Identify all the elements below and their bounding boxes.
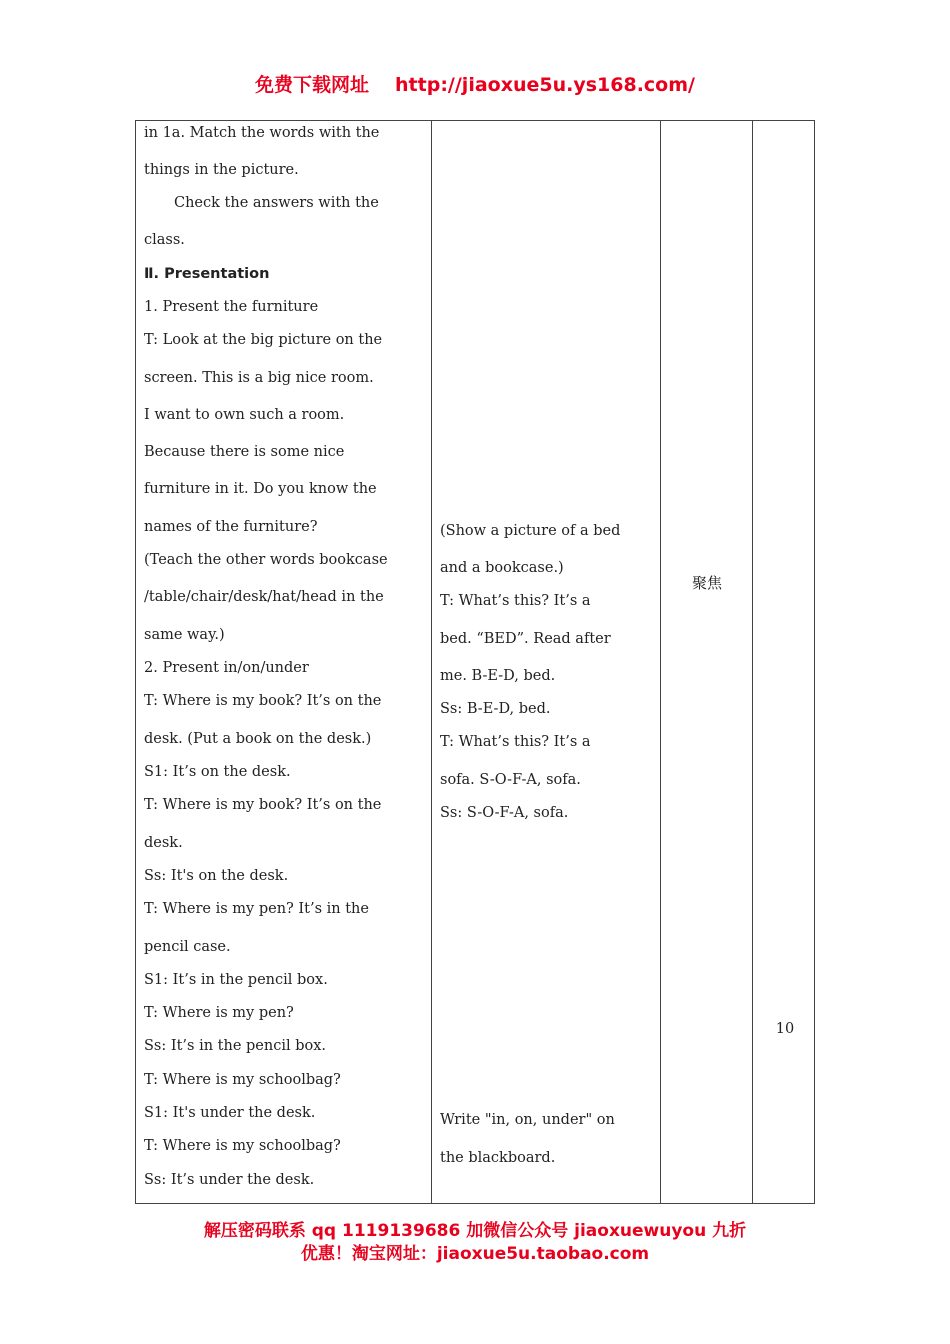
text-line: T: Where is my book? It’s on the <box>144 693 382 709</box>
text-line: (Teach the other words bookcase <box>144 552 388 568</box>
text-line: Because there is some nice <box>144 444 345 460</box>
text-line: Check the answers with the <box>174 195 379 211</box>
text-line: same way.) <box>144 627 225 643</box>
text-line: furniture in it. Do you know the <box>144 481 377 497</box>
text-line: T: Where is my pen? It’s in the <box>144 901 369 917</box>
text-line: bed. “BED”. Read after <box>440 631 611 647</box>
text-line: screen. This is a big nice room. <box>144 370 374 386</box>
text-line: class. <box>144 232 185 248</box>
minutes-value: 10 <box>775 1021 795 1037</box>
text-line: me. B-E-D, bed. <box>440 668 556 684</box>
text-line: T: What’s this? It’s a <box>440 734 591 750</box>
text-line: Ss: It's on the desk. <box>144 868 289 884</box>
text-line: the blackboard. <box>440 1150 556 1166</box>
text-line: Ss: It’s under the desk. <box>144 1172 315 1188</box>
text-line: S1: It’s in the pencil box. <box>144 972 328 988</box>
text-line: Write "in, on, under" on <box>440 1112 615 1128</box>
focus-label: 聚焦 <box>691 574 722 592</box>
text-line: 1. Present the furniture <box>144 299 319 315</box>
table-divider <box>431 121 432 1203</box>
text-line: names of the furniture? <box>144 519 318 535</box>
text-line: Ss: S-O-F-A, sofa. <box>440 805 569 821</box>
text-line: S1: It’s on the desk. <box>144 764 291 780</box>
text-line: T: Look at the big picture on the <box>144 332 383 348</box>
text-line: things in the picture. <box>144 162 299 178</box>
footer-line: 解压密码联系 qq 1119139686 加微信公众号 jiaoxuewuyou 九折 <box>203 1221 747 1241</box>
text-line: desk. (Put a book on the desk.) <box>144 731 372 747</box>
text-line: T: Where is my schoolbag? <box>144 1138 341 1154</box>
text-line: Ss: B-E-D, bed. <box>440 701 551 717</box>
site-footer <box>0 1220 950 1266</box>
text-line: desk. <box>144 835 183 851</box>
text-line: sofa. S-O-F-A, sofa. <box>440 772 581 788</box>
text-line: and a bookcase.) <box>440 560 564 576</box>
text-line: T: What’s this? It’s a <box>440 593 591 609</box>
site-url-link[interactable]: http://jiaoxue5u.ys168.com/ <box>395 74 695 96</box>
text-line: T: Where is my schoolbag? <box>144 1072 341 1088</box>
text-line: Ss: It’s in the pencil box. <box>144 1038 327 1054</box>
text-line: T: Where is my book? It’s on the <box>144 797 382 813</box>
table-divider <box>660 121 661 1203</box>
table-divider <box>752 121 753 1203</box>
text-line: I want to own such a room. <box>144 407 345 423</box>
text-line: pencil case. <box>144 939 231 955</box>
text-line: S1: It's under the desk. <box>144 1105 316 1121</box>
site-label: 免费下载网址 <box>255 74 370 96</box>
text-line: in 1a. Match the words with the <box>144 125 380 141</box>
text-line: (Show a picture of a bed <box>440 523 621 539</box>
text-line: 2. Present in/on/under <box>144 660 309 676</box>
text-line: T: Where is my pen? <box>144 1005 294 1021</box>
footer-line: 优惠！淘宝网址：jiaoxue5u.taobao.com <box>300 1244 650 1264</box>
text-line: /table/chair/desk/hat/head in the <box>144 589 384 605</box>
site-header <box>0 70 950 97</box>
section-heading: Ⅱ. Presentation <box>144 266 270 282</box>
